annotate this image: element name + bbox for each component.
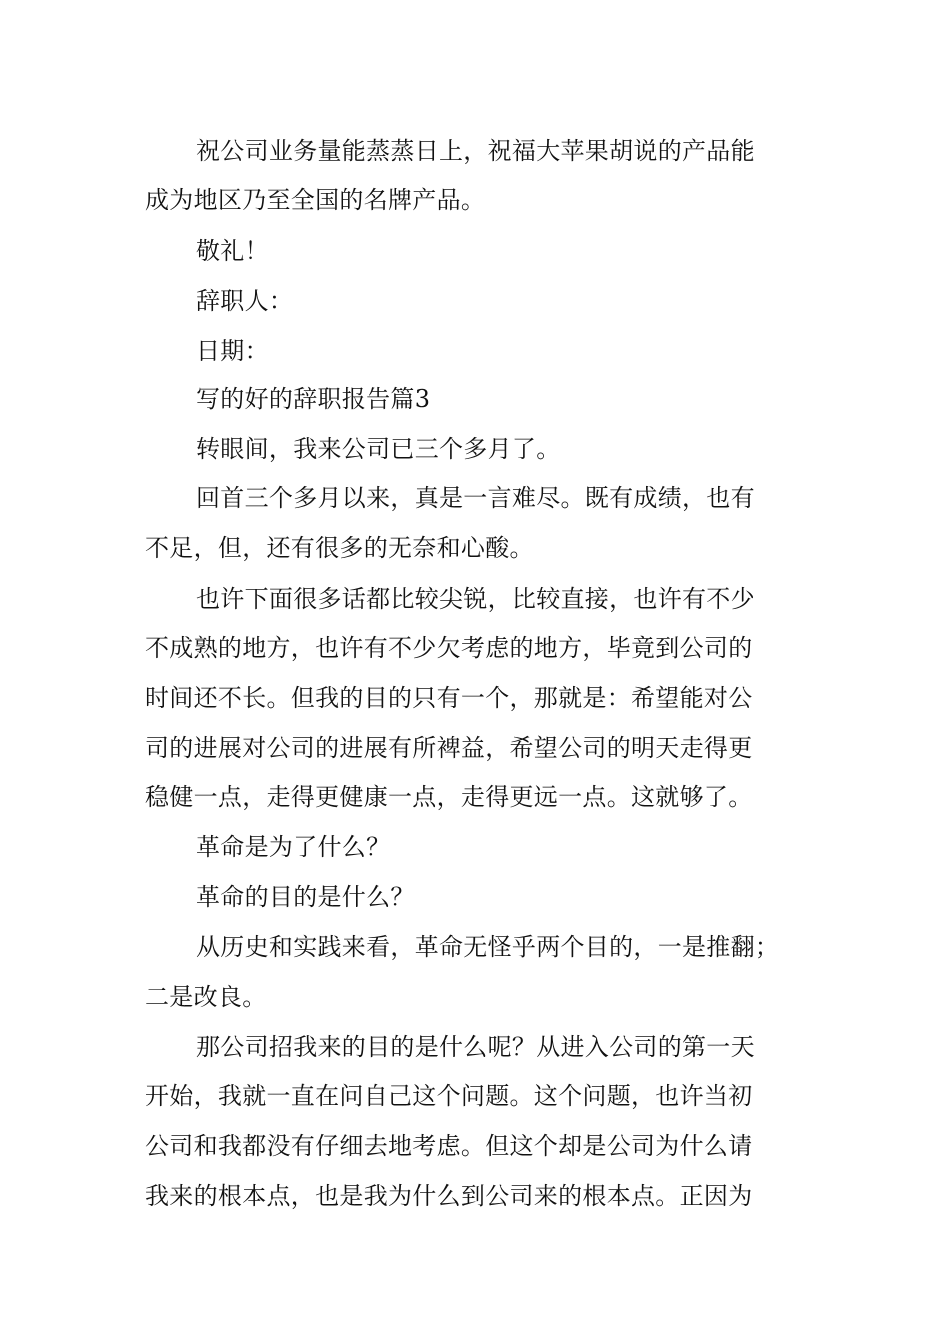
section-heading: 写的好的辞职报告篇3	[196, 385, 431, 413]
text-line: 祝公司业务量能蒸蒸日上，祝福大苹果胡说的产品能	[196, 137, 755, 165]
text-line: 回首三个多月以来，真是一言难尽。既有成绩，也有	[196, 484, 755, 512]
text-line: 从历史和实践来看，革命无怪乎两个目的，一是推翻；	[196, 933, 780, 961]
text-line: 司的进展对公司的进展有所裨益，希望公司的明天走得更	[145, 734, 753, 762]
text-line: 那公司招我来的目的是什么呢？从进入公司的第一天	[196, 1033, 755, 1061]
text-line: 革命的目的是什么？	[196, 883, 415, 911]
text-line: 敬礼！	[196, 237, 269, 265]
text-line: 不足，但，还有很多的无奈和心酸。	[145, 534, 534, 562]
text-line: 辞职人：	[196, 287, 294, 315]
text-line: 开始，我就一直在问自己这个问题。这个问题，也许当初	[145, 1082, 753, 1110]
text-line: 成为地区乃至全国的名牌产品。	[145, 186, 486, 214]
text-line: 时间还不长。但我的目的只有一个，那就是：希望能对公	[145, 684, 753, 712]
text-line: 也许下面很多话都比较尖锐，比较直接，也许有不少	[196, 585, 755, 613]
text-line: 我来的根本点，也是我为什么到公司来的根本点。正因为	[145, 1182, 753, 1210]
text-line: 日期：	[196, 337, 269, 365]
text-line: 革命是为了什么？	[196, 833, 391, 861]
text-line: 公司和我都没有仔细去地考虑。但这个却是公司为什么请	[145, 1132, 753, 1160]
text-line: 转眼间，我来公司已三个多月了。	[196, 435, 561, 463]
text-line: 不成熟的地方，也许有不少欠考虑的地方，毕竟到公司的	[145, 634, 753, 662]
text-line: 稳健一点，走得更健康一点，走得更远一点。这就够了。	[145, 783, 753, 811]
text-line: 二是改良。	[145, 983, 267, 1011]
